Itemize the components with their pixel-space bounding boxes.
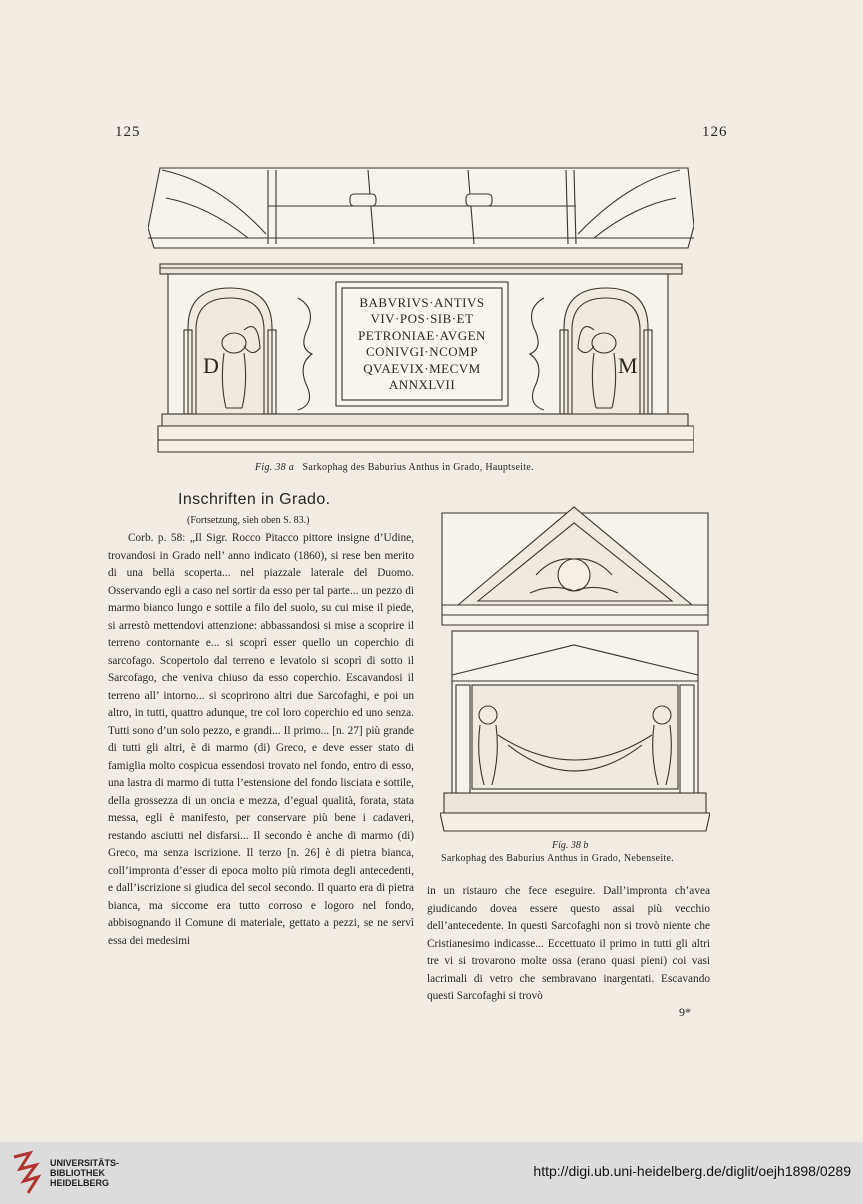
inscription-line: VIV·POS·SIB·ET (370, 311, 474, 326)
caption-main-text: Sarkophag des Baburius Anthus in Grado, Hauptseite. (302, 462, 534, 473)
text-column-right (427, 883, 710, 1005)
inscription-line: CONIVGI·NCOMP (366, 344, 478, 359)
permalink-url[interactable]: http://digi.ub.uni-heidelberg.de/diglit/oejh1898/0289 (533, 1163, 851, 1179)
text-column-left (108, 530, 414, 1005)
folio-left: 125 (115, 124, 141, 140)
library-name-line: UNIVERSITÄTS- (50, 1158, 120, 1168)
folio-right: 126 (702, 124, 728, 140)
signature-mark: 9* (679, 1005, 691, 1019)
article-heading: Inschriften in Grado. (178, 491, 331, 508)
paragraph: in un ristauro che fece eseguire. Dall’impronta ch’avea giudicando dovea essere questo assai più vecchio dell’antecedente. In questi Sarcofaghi non si trovò niente che Cristianesimo indicasse... Eccettuato il primo in tutti gli altri tre vi si trovarono molte ossa (erano quasi pieni) coi vasi lacrimali di vetro che sembravano inargentati. Escavando questi Sarcofaghi si trovò (427, 885, 710, 1002)
caption-main-number: Fig. 38 a (255, 462, 295, 473)
library-logo-icon (8, 1149, 44, 1197)
inscription-tabula (342, 288, 502, 400)
library-name-line: BIBLIOTHEK (50, 1168, 105, 1178)
caption-side: Sarkophag des Baburius Anthus in Grado, Nebenseite. (441, 853, 675, 864)
figure-sarcophagus-side (440, 505, 710, 835)
figure-sarcophagus-front (148, 158, 694, 458)
caption-side-number: Fig. 38 b (552, 840, 589, 851)
inscription-line: BABVRIVS·ANTIVS (359, 294, 485, 310)
library-name (50, 1158, 119, 1188)
letter-d: D (203, 353, 219, 378)
paragraph: Corb. p. 58: „Il Sigr. Rocco Pitacco pittore insigne d’Udine, trovandosi in Grado nell’ anno indicato (1860), si rese ben merito di una bella scoperta... nel piazzale laterale del Duomo. Osservando egli a caso nel sortir da esso per tal parte... un pezzo di marmo bianco lungo e sottile a filo del suolo, su cui mise il piede, si arrestò mettendovi attenzione: abbassandosi si mise a scoprire il terreno contornante e... si scoprì esser quello un coperchio di sarcofago. Scopertolo dal terreno e levatolo si scoprì di sotto il Sarcofago, che veniva chiuso da esso coperchio. Escavandosi il terreno all’ intorno... si scoprirono altri due Sarcofaghi, e poi un altro, in tutti, quattro adunque, tre col loro coperchio ed uno senza. Tutti sono d’un solo pezzo, e grandi... Il primo... [n. 27] più grande di tutti gli altri, è di marmo (di) Greco, e deve esser stato di famiglia molto cospicua essendosi trovato nel fondo, entro di esso, una lastra di marmo di tutta l’estensione del fondo lisciata e sottile, della grossezza di un oncia e mezza, d’egual qualità, forata, stata messa, egli è manifesto, per conservare più bene i cadaveri, restando asciutti nel disfarsi... Il secondo è anche di marmo (di) Greco, ma senza iscrizione. Il terzo [n. 26] è di pietra bianca, coll’impronta d’esser di epoca molto più rimota degli antecedenti, e dall’iscrizione si giudica del secol secondo. Il quarto era di pietra bianca, ma siccome era tutto corroso e logoro nel fondo, abbisognando il Comune di materiale, gettato a pezzi, se ne servì essa dei medesimi (108, 532, 414, 947)
inscription-line: ANNXLVII (388, 377, 456, 392)
letter-m: M (618, 353, 638, 378)
article-subheading: (Fortsetzung, sieh oben S. 83.) (187, 515, 310, 526)
library-footer (0, 1142, 863, 1204)
inscription-line: QVAEVIX·MECVM (363, 360, 481, 376)
inscription-line: PETRONIAE·AVGEN (358, 327, 486, 343)
caption-main (255, 462, 534, 473)
library-name-line: HEIDELBERG (50, 1178, 110, 1188)
